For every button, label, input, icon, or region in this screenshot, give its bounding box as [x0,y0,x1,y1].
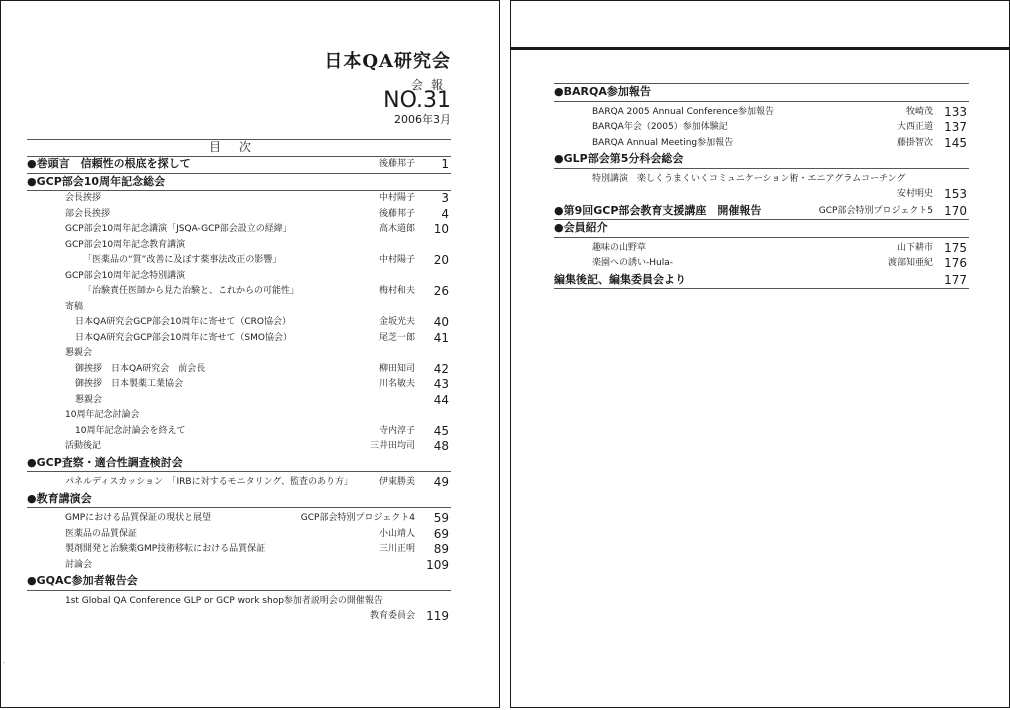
right-page [510,0,1010,708]
toc-title: 懇親会 [65,348,93,358]
toc-author: 山下耕市 [896,242,933,253]
toc-page-number: 59 [433,511,449,525]
toc-title: 1st Global QA Conference GLP or GCP work shop参加者説明会の開催報告 [65,595,383,606]
toc-author: 後藤邦子 [378,208,415,219]
issue-number: NO.31 [383,88,451,113]
toc-author: 牧崎茂 [905,106,933,117]
toc-page-number: 26 [433,284,449,298]
toc-page-number: 4 [441,206,449,221]
toc-title: 「医薬品の“質”改善に及ぼす薬事法改正の影響」 [83,255,282,265]
toc-page-number: 175 [944,240,967,255]
toc-author: 柳田知司 [378,363,415,374]
toc-entry-row [554,241,969,257]
toc-page-number: 145 [944,135,967,150]
bulletin-label: 会報 [410,78,451,92]
toc-author: 川名敏夫 [378,379,415,389]
toc-right-column [554,83,969,289]
toc-entry-row [27,362,451,378]
toc-section-row [27,174,451,192]
toc-author: 渡部知亜紀 [887,258,933,268]
toc-author: 中村陽子 [378,255,415,265]
toc-entry-row [27,191,451,207]
toc-title: 10周年記念討論会を終えて [75,425,186,436]
toc-title: 特別講演 楽しくうまくいくコミュニケーション術・エニアグラムコーチング [592,173,906,184]
organization-name: 日本QA研究会 [324,51,451,72]
left-page [0,0,500,708]
toc-author: 藤掛智次 [896,137,933,148]
toc-author: 寺内淳子 [378,425,415,436]
toc-page-number: 153 [944,187,967,201]
toc-entry-row [27,393,451,409]
toc-title: GCP部会10周年記念講演「JSQA-GCP部会設立の経緯」 [65,224,292,234]
toc-page-number: 1 [441,157,449,171]
toc-author: 小山靖人 [378,528,415,539]
toc-entry-row [27,331,451,347]
toc-author: 三川正明 [378,544,415,554]
toc-entry-row [27,284,451,300]
toc-page-number: 48 [433,439,449,453]
toc-title: 10周年記念討論会 [65,410,140,420]
toc-section-row [554,272,969,290]
toc-title: 活動後記 [65,441,102,451]
toc-entry-row [27,222,451,238]
toc-entry-row [27,542,451,558]
toc-title: ●GLP部会第5分科会総会 [554,152,684,165]
toc-title: ●巻頭言 信頼性の根底を探して [27,157,191,170]
toc-entry-row [554,136,969,152]
toc-title: BARQA 2005 Annual Conference参加報告 [592,106,775,117]
toc-title: 懇親会 [75,394,103,405]
toc-author: 伊東勝美 [378,477,415,487]
toc-title: 寄稿 [65,301,84,312]
toc-author: 梅村和夫 [378,286,415,296]
toc-title: BARQA Annual Meeting参加報告 [592,137,734,148]
toc-title: ●BARQA参加報告 [554,85,651,98]
header-rule [511,47,1010,50]
toc-heading: 目次 [27,139,451,157]
toc-title: GCP部会10周年記念特別講演 [65,270,186,281]
toc-page-number: 20 [433,253,449,267]
toc-entry-row [554,256,969,272]
toc-title: 会長挨拶 [65,193,102,203]
toc-title: パネルディスカッション 「IRBに対するモニタリング、監査のあり方」 [65,477,354,487]
toc-entry-row [27,238,451,254]
toc-author: 金坂光夫 [378,317,415,327]
toc-page-number: 69 [433,526,449,541]
toc-title: ●GCP査察・適合性調査検討会 [27,455,183,469]
issue-date: 2006年3月 [394,113,451,126]
toc-left-column [27,156,451,625]
toc-title: GMPにおける品質保証の現状と展望 [65,513,212,523]
toc-entry-row [27,439,451,455]
toc-page-number: 89 [433,542,449,556]
toc-entry-row [27,527,451,543]
toc-author: GCP部会特別プロジェクト5 [818,205,933,216]
toc-entry-row [27,253,451,269]
toc-page-number: 49 [433,475,449,489]
toc-title: 討論会 [65,559,93,570]
toc-entry-row [554,120,969,136]
toc-section-row [554,151,969,169]
toc-entry-row [27,315,451,331]
toc-author: 安村明史 [896,189,933,199]
toc-section-row [554,220,969,238]
toc-page-number: 10 [433,222,449,236]
toc-page-number: 137 [944,120,967,134]
toc-entry-row [27,558,451,574]
toc-title: 部会長挨拶 [65,208,111,219]
toc-entry-row [27,408,451,424]
toc-title: 日本QA研究会GCP部会10周年に寄せて（SMO協会） [75,332,292,343]
toc-page-number: 45 [433,423,449,438]
toc-page-number: 177 [944,272,967,287]
toc-entry-row [27,269,451,285]
toc-entry-row [27,609,451,625]
toc-title: 趣味の山野草 [592,242,647,253]
toc-entry-row [27,594,451,610]
toc-author: GCP部会特別プロジェクト4 [300,513,415,523]
toc-entry-row [554,172,969,188]
toc-section-row [554,203,969,221]
toc-title: 御挨拶 日本QA研究会 前会長 [75,363,206,374]
toc-title: ●第9回GCP部会教育支援講座 開催報告 [554,203,762,217]
toc-title: 御挨拶 日本製薬工業協会 [75,379,184,389]
toc-page-number: 42 [433,361,449,376]
toc-section-row [27,491,451,509]
toc-page-number: 44 [433,392,449,407]
toc-entry-row [27,346,451,362]
toc-title: ●会員紹介 [554,221,608,234]
toc-title: ●教育講演会 [27,491,92,505]
toc-title: 編集後記、編集委員会より [554,272,686,286]
toc-title: ●GQAC参加者報告会 [27,574,138,587]
toc-title: 日本QA研究会GCP部会10周年に寄せて（CRO協会） [75,317,292,327]
toc-title: 製剤開発と治験薬GMP技術移転における品質保証 [65,544,266,554]
toc-section-row [27,156,451,174]
toc-entry-row [27,300,451,316]
toc-entry-row [27,511,451,527]
toc-author: 尾芝一郎 [378,332,415,343]
toc-section-row [27,455,451,473]
toc-page-number: 119 [426,609,449,623]
page-mark: . [3,658,5,665]
toc-title: 楽園への誘い-Hula- [592,258,673,268]
toc-author: 中村陽子 [378,193,415,203]
toc-section-row [27,573,451,591]
toc-entry-row [554,105,969,121]
toc-title: BARQA年会（2005）参加体験記 [592,122,728,132]
toc-entry-row [554,187,969,203]
toc-section-row [554,83,969,102]
toc-page-number: 133 [944,104,967,119]
toc-page-number: 43 [433,377,449,391]
toc-entry-row [27,424,451,440]
toc-title: 医薬品の品質保証 [65,528,138,539]
toc-page-number: 109 [426,557,449,572]
toc-entry-row [27,207,451,223]
toc-title: ●GCP部会10周年記念総会 [27,174,166,188]
toc-page-number: 40 [433,315,449,329]
toc-author: 三井田均司 [369,441,415,451]
toc-entry-row [27,475,451,491]
toc-page-number: 170 [944,203,967,218]
toc-title: 「治験責任医師から見た治験と、これからの可能性」 [83,286,300,296]
toc-author: 教育委員会 [369,611,415,621]
toc-page-number: 3 [441,191,449,205]
toc-entry-row [27,377,451,393]
toc-author: 後藤邦子 [378,159,415,169]
toc-title: GCP部会10周年記念教育講演 [65,239,186,250]
toc-author: 高木道郎 [378,224,415,234]
toc-page-number: 176 [944,256,967,270]
toc-page-number: 41 [433,330,449,345]
toc-author: 大西正道 [896,122,933,132]
